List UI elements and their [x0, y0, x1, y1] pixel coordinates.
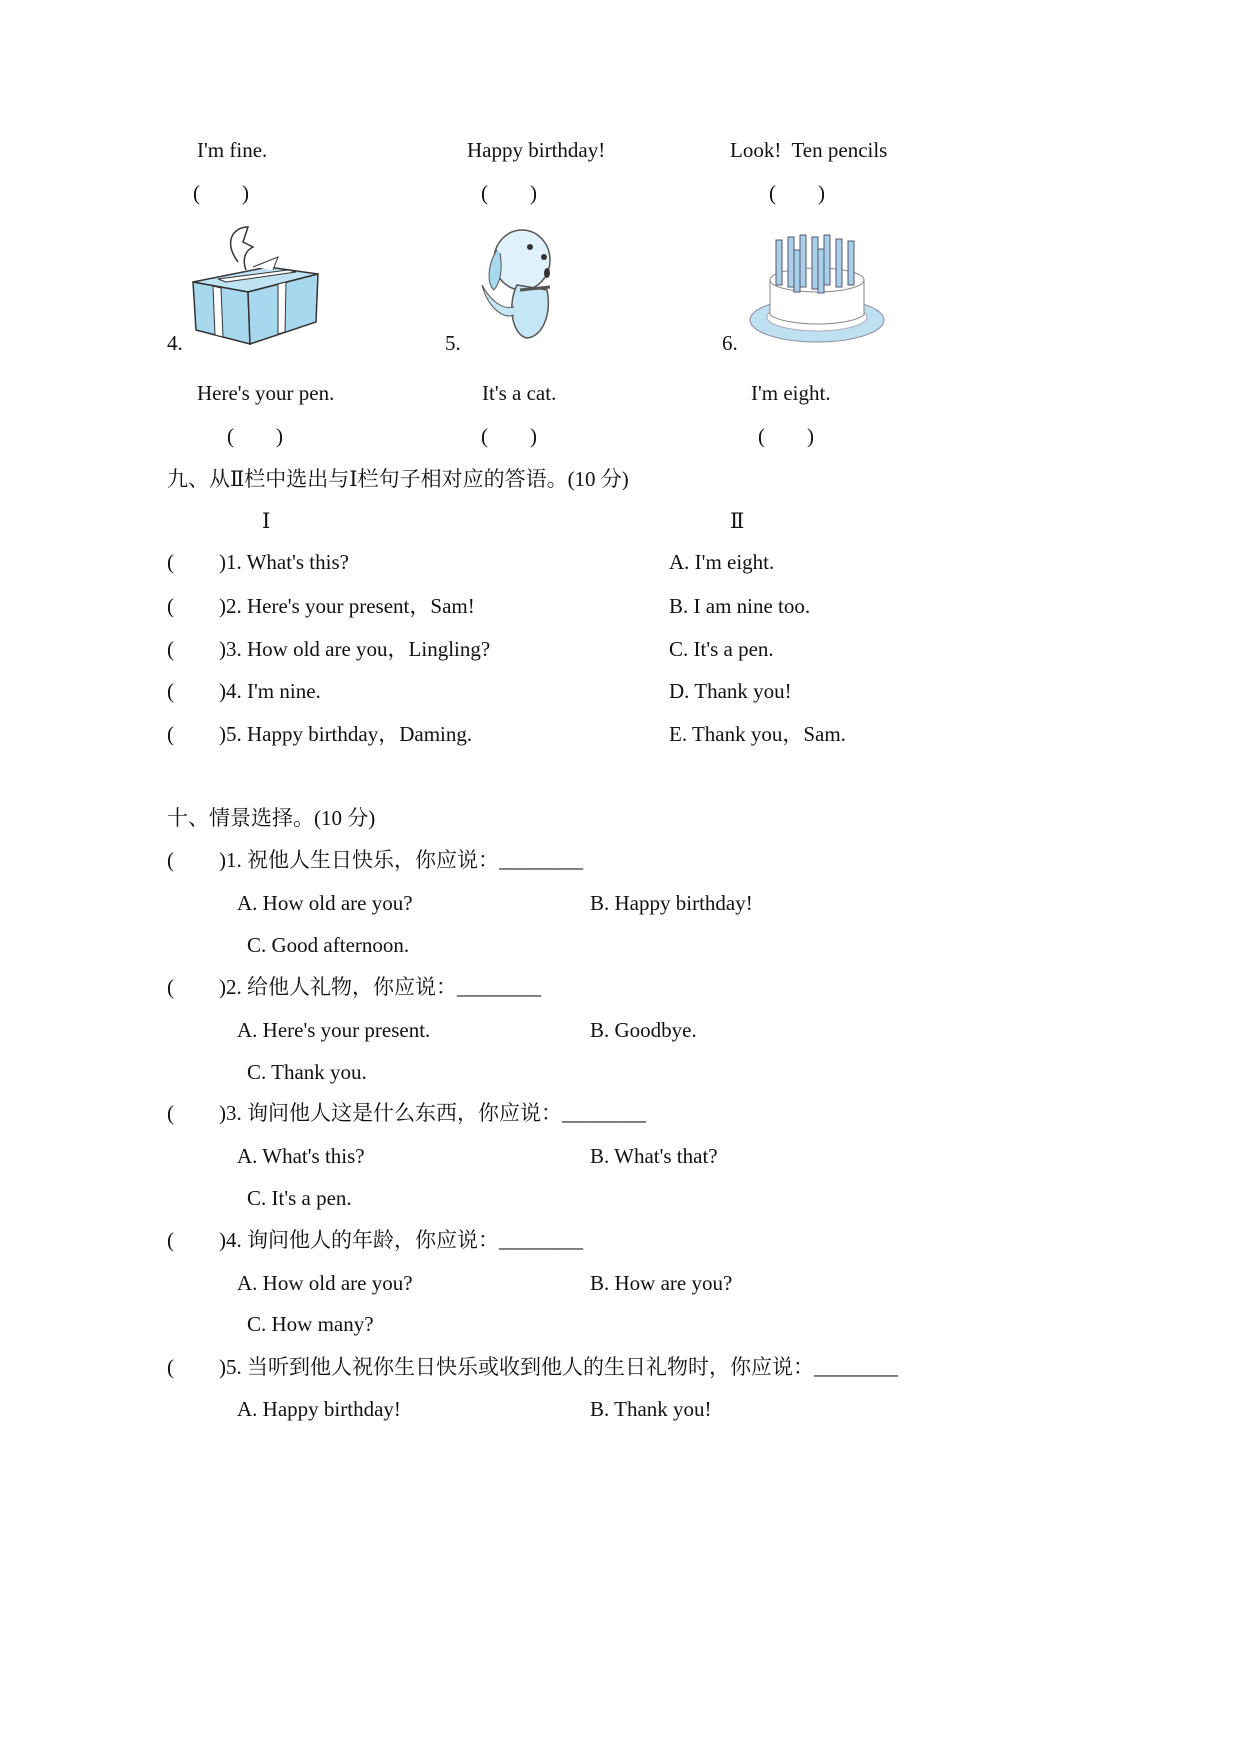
match-answer: A. I'm eight. — [669, 550, 775, 574]
answer-blank[interactable]: ( ) — [769, 181, 825, 205]
answer-paren[interactable]: ( — [167, 1101, 174, 1125]
answer-blank[interactable]: ( ) — [481, 181, 537, 205]
question-stem: )5. 当听到他人祝你生日快乐或收到他人的生日礼物时，你应说：________ — [219, 1355, 898, 1379]
option-a: A. How old are you? — [237, 1271, 413, 1295]
match-question: )2. Here's your present，Sam! — [219, 594, 475, 618]
option-c: C. Thank you. — [247, 1060, 367, 1084]
match-question: )1. What's this? — [219, 550, 349, 574]
item-number: 4. — [167, 331, 183, 355]
caption-top-2: Happy birthday! — [467, 138, 606, 162]
dog-icon — [472, 225, 567, 345]
option-b: B. Thank you! — [590, 1397, 712, 1421]
option-a: A. How old are you? — [237, 891, 413, 915]
option-c: C. It's a pen. — [247, 1186, 352, 1210]
answer-paren[interactable]: ( — [167, 848, 174, 872]
answer-blank[interactable]: ( ) — [758, 424, 814, 448]
caption-bottom-5: It's a cat. — [482, 381, 557, 405]
item-number: 5. — [445, 331, 461, 355]
answer-paren[interactable]: ( — [167, 1355, 174, 1379]
match-answer: B. I am nine too. — [669, 594, 811, 618]
option-b: B. Happy birthday! — [590, 891, 753, 915]
answer-paren[interactable]: ( — [167, 594, 174, 618]
match-question: )3. How old are you，Lingling? — [219, 637, 491, 661]
question-stem: )4. 询问他人的年龄，你应说：________ — [219, 1228, 583, 1252]
answer-paren[interactable]: ( — [167, 637, 174, 661]
answer-paren[interactable]: ( — [167, 550, 174, 574]
option-b: B. What's that? — [590, 1144, 718, 1168]
section10-title: 十、情景选择。(10 分) — [167, 806, 376, 830]
option-b: B. Goodbye. — [590, 1018, 697, 1042]
option-c: C. How many? — [247, 1312, 374, 1336]
match-answer: E. Thank you，Sam. — [669, 722, 846, 746]
option-a: A. Happy birthday! — [237, 1397, 401, 1421]
answer-paren[interactable]: ( — [167, 1228, 174, 1252]
option-c: C. Good afternoon. — [247, 933, 410, 957]
caption-bottom-6: I'm eight. — [751, 381, 831, 405]
birthday-cake-icon — [748, 225, 886, 347]
answer-blank[interactable]: ( ) — [193, 181, 249, 205]
gift-box-icon — [188, 222, 323, 347]
section9-title: 九、从Ⅱ栏中选出与Ⅰ栏句子相对应的答语。(10 分) — [167, 467, 629, 491]
answer-blank[interactable]: ( ) — [227, 424, 283, 448]
column-1-header: Ⅰ — [262, 509, 271, 533]
match-question: )5. Happy birthday，Daming. — [219, 722, 473, 746]
match-answer: C. It's a pen. — [669, 637, 774, 661]
answer-paren[interactable]: ( — [167, 975, 174, 999]
match-answer: D. Thank you! — [669, 679, 792, 703]
question-stem: )3. 询问他人这是什么东西，你应说：________ — [219, 1101, 646, 1125]
question-stem: )2. 给他人礼物，你应说：________ — [219, 975, 541, 999]
caption-bottom-4: Here's your pen. — [197, 381, 335, 405]
match-question: )4. I'm nine. — [219, 679, 321, 703]
column-2-header: Ⅱ — [730, 509, 745, 533]
answer-paren[interactable]: ( — [167, 679, 174, 703]
option-a: A. Here's your present. — [237, 1018, 431, 1042]
option-b: B. How are you? — [590, 1271, 733, 1295]
caption-top-3: Look! Ten pencils — [730, 138, 888, 162]
item-number: 6. — [722, 331, 738, 355]
caption-top-1: I'm fine. — [197, 138, 268, 162]
question-stem: )1. 祝他人生日快乐，你应说：________ — [219, 848, 583, 872]
option-a: A. What's this? — [237, 1144, 365, 1168]
answer-paren[interactable]: ( — [167, 722, 174, 746]
answer-blank[interactable]: ( ) — [481, 424, 537, 448]
